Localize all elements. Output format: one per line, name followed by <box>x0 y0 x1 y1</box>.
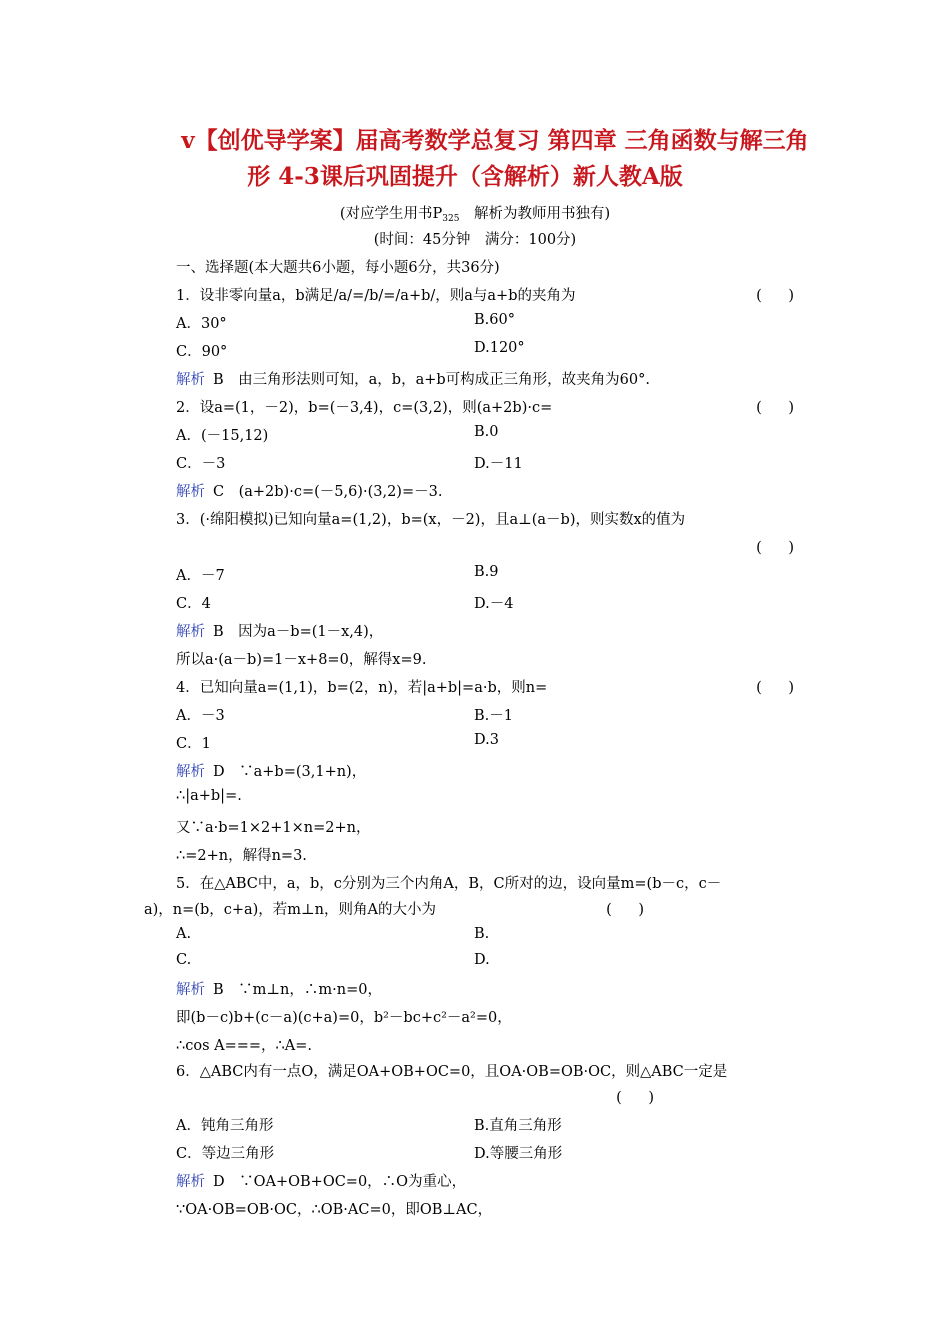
title-line-2: 形 4-3课后巩固提升（含解析）新人教A版 <box>247 163 683 190</box>
q5-stem: 5．在△ABC中，a，b，c分别为三个内角A，B，C所对的边，设向量m=(b－c，c－ <box>176 876 722 892</box>
q6-solution: 解析 D ∵OA+OB+OC=0，∴O为重心， <box>176 1174 467 1190</box>
q2-option-a: A．(－15,12) <box>176 428 269 444</box>
q3-solution: 解析 B 因为a－b=(1－x,4)， <box>176 624 384 640</box>
q6-option-a: A．钝角三角形 <box>176 1118 274 1134</box>
q3-stem: 3．(·绵阳模拟)已知向量a=(1,2)，b=(x，－2)，且a⊥(a－b)，则实数x的值为 <box>176 512 686 528</box>
q5-solution: 解析 B ∵m⊥n，∴m·n=0， <box>176 982 382 998</box>
q4-option-d: D.3 <box>474 732 499 748</box>
q4-answer-paren: ( ) <box>756 680 800 696</box>
q5-option-b: B. <box>474 926 490 942</box>
q6-answer-paren: ( ) <box>616 1090 660 1106</box>
q4-solution-line3: 又∵a·b=1×2+1×n=2+n， <box>176 820 371 836</box>
note-line: (对应学生用书$P_{325}$ 解析为教师用书独有) <box>339 206 611 224</box>
q6-stem: 6．△ABC内有一点O，满足OA+OB+OC=0，且OA·OB=OB·OC，则△ABC一定是 <box>176 1064 728 1080</box>
q6-option-c: C．等边三角形 <box>176 1146 275 1162</box>
q6-option-d: D.等腰三角形 <box>474 1146 563 1162</box>
q3-solution-line2: 所以a·(a－b)=1－x+8=0，解得x=9. <box>176 652 427 668</box>
q5-solution-line2: 即(b－c)b+(c－a)(c+a)=0，b²－bc+c²－a²=0， <box>176 1010 512 1026</box>
q5-option-c: C. <box>176 952 192 968</box>
q2-stem: 2．设a=(1，－2)，b=(－3,4)，c=(3,2)，则(a+2b)·c= <box>176 400 553 416</box>
q5-solution-line3: ∴cos A===，∴A=. <box>176 1038 313 1054</box>
q5-option-d: D. <box>474 952 490 968</box>
q1-option-b: B.60° <box>474 312 515 328</box>
q3-answer-paren: ( ) <box>756 540 800 556</box>
q5-option-a: A. <box>176 926 192 942</box>
q2-answer-paren: ( ) <box>756 400 800 416</box>
q3-option-d: D.－4 <box>474 596 514 612</box>
section-heading: 一、选择题(本大题共6小题，每小题6分，共36分) <box>176 260 500 276</box>
q2-option-b: B.0 <box>474 424 499 440</box>
q4-option-b: B.－1 <box>474 708 513 724</box>
q2-option-c: C．－3 <box>176 456 226 472</box>
time-line: (时间：45分钟 满分：100分) <box>373 232 577 248</box>
q3-option-a: A．－7 <box>176 568 225 584</box>
q3-option-b: B.9 <box>474 564 499 580</box>
title-line-1: v【创优导学案】届高考数学总复习 第四章 三角函数与解三角 <box>181 127 809 154</box>
q2-solution: 解析 C (a+2b)·c=(－5,6)·(3,2)=－3. <box>176 484 443 500</box>
q5-stem-line2: a)，n=(b，c+a)，若m⊥n，则角A的大小为 <box>144 902 436 918</box>
q5-answer-paren: ( ) <box>606 902 650 918</box>
q4-solution: 解析 D ∵a+b=(3,1+n)， <box>176 764 367 780</box>
q1-stem: 1．设非零向量a，b满足/a/=/b/=/a+b/，则a与a+b的夹角为 <box>176 288 576 304</box>
q6-option-b: B.直角三角形 <box>474 1118 562 1134</box>
q1-option-d: D.120° <box>474 340 525 356</box>
q4-solution-line4: ∴=2+n，解得n=3. <box>176 848 307 864</box>
q4-option-c: C．1 <box>176 736 211 752</box>
q3-option-c: C．4 <box>176 596 211 612</box>
q4-option-a: A．－3 <box>176 708 225 724</box>
q6-solution-line2: ∵OA·OB=OB·OC，∴OB·AC=0，即OB⊥AC， <box>176 1202 493 1218</box>
q2-option-d: D.－11 <box>474 456 523 472</box>
q1-answer-paren: ( ) <box>756 288 800 304</box>
q4-solution-line2: ∴|a+b|=. <box>176 788 242 804</box>
q1-option-a: A．30° <box>176 316 227 332</box>
q4-stem: 4．已知向量a=(1,1)，b=(2，n)，若|a+b|=a·b，则n= <box>176 680 548 696</box>
q1-solution: 解析 B 由三角形法则可知，a，b，a+b可构成正三角形，故夹角为60°. <box>176 372 650 388</box>
q1-option-c: C．90° <box>176 344 228 360</box>
